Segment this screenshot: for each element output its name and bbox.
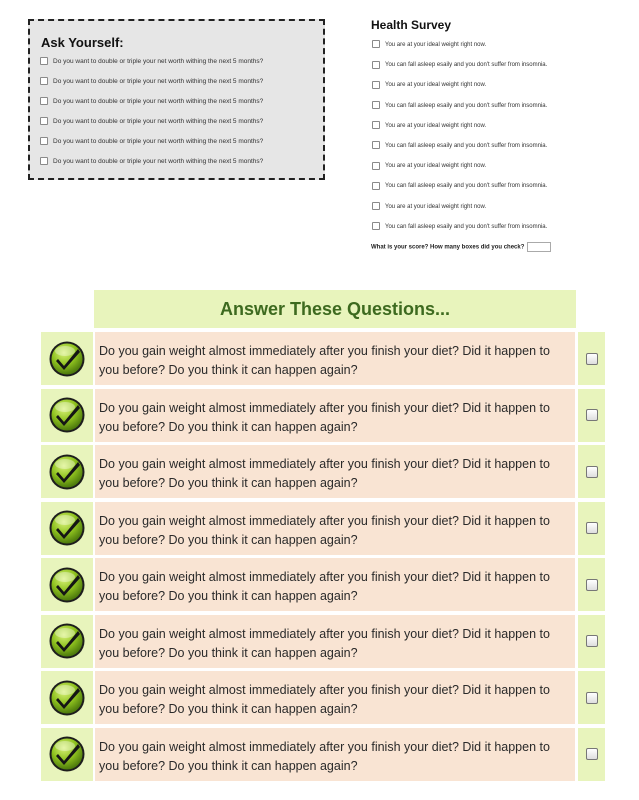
row-checkbox-cell [578, 615, 605, 668]
list-item-label: Do you want to double or triple your net worth withing the next 5 months? [53, 138, 264, 145]
score-row [371, 242, 631, 252]
row-icon-cell [41, 728, 93, 781]
list-item [372, 60, 631, 80]
list-item [40, 77, 263, 97]
checkbox[interactable] [372, 162, 380, 170]
row-checkbox[interactable] [586, 692, 598, 704]
checkbox[interactable] [372, 40, 380, 48]
checkbox[interactable] [372, 202, 380, 210]
row-checkbox[interactable] [586, 748, 598, 760]
row-checkbox-cell [578, 332, 605, 385]
row-checkbox-cell [578, 502, 605, 555]
checkbox[interactable] [40, 117, 48, 125]
checkbox[interactable] [40, 97, 48, 105]
row-checkbox[interactable] [586, 635, 598, 647]
checkbox[interactable] [372, 182, 380, 190]
checkbox[interactable] [372, 61, 380, 69]
answer-header: Answer These Questions... [94, 290, 576, 328]
list-item [40, 97, 263, 117]
list-item [372, 161, 631, 181]
checkbox[interactable] [40, 137, 48, 145]
table-row [41, 389, 605, 442]
health-survey-list [371, 40, 631, 242]
list-item-label: You can fall asleep esaily and you don't suffer from insomnia. [385, 62, 548, 69]
green-checkmark-icon [48, 735, 86, 773]
list-item [372, 40, 631, 60]
green-checkmark-icon [48, 453, 86, 491]
table-row [41, 445, 605, 498]
list-item-label: You can fall asleep esaily and you don't suffer from insomnia. [385, 223, 548, 230]
row-icon-cell [41, 671, 93, 724]
table-row [41, 671, 605, 724]
green-checkmark-icon [48, 566, 86, 604]
list-item [40, 57, 263, 77]
list-item [40, 157, 263, 177]
row-question: Do you gain weight almost immediately after you finish your diet? Did it happen to you before? Do you think it can happen again? [95, 502, 575, 555]
list-item-label: Do you want to double or triple your net worth withing the next 5 months? [53, 58, 264, 65]
row-checkbox[interactable] [586, 466, 598, 478]
ask-yourself-list [40, 57, 263, 177]
ask-yourself-title: Ask Yourself: [41, 35, 124, 50]
list-item [372, 222, 631, 242]
table-row [41, 332, 605, 385]
row-icon-cell [41, 615, 93, 668]
checkbox[interactable] [372, 141, 380, 149]
checkbox[interactable] [40, 57, 48, 65]
list-item-label: You are at your ideal weight right now. [385, 42, 487, 48]
green-checkmark-icon [48, 396, 86, 434]
health-survey [371, 18, 631, 252]
answer-table [41, 332, 605, 785]
checkbox[interactable] [372, 121, 380, 129]
ask-yourself-box [28, 19, 325, 180]
list-item [372, 101, 631, 121]
checkbox[interactable] [40, 77, 48, 85]
list-item [372, 121, 631, 141]
table-row [41, 615, 605, 668]
checkbox[interactable] [372, 101, 380, 109]
list-item-label: You can fall asleep esaily and you don't suffer from insomnia. [385, 142, 548, 149]
list-item-label: You are at your ideal weight right now. [385, 203, 487, 210]
row-question: Do you gain weight almost immediately after you finish your diet? Did it happen to you before? Do you think it can happen again? [95, 558, 575, 611]
row-icon-cell [41, 558, 93, 611]
row-question: Do you gain weight almost immediately after you finish your diet? Did it happen to you before? Do you think it can happen again? [95, 332, 575, 385]
list-item [372, 141, 631, 161]
list-item [372, 181, 631, 201]
list-item-label: You are at your ideal weight right now. [385, 122, 487, 129]
row-checkbox-cell [578, 389, 605, 442]
row-question: Do you gain weight almost immediately after you finish your diet? Did it happen to you before? Do you think it can happen again? [95, 728, 575, 781]
row-checkbox-cell [578, 445, 605, 498]
row-checkbox-cell [578, 728, 605, 781]
list-item [372, 80, 631, 100]
row-icon-cell [41, 445, 93, 498]
green-checkmark-icon [48, 622, 86, 660]
row-checkbox[interactable] [586, 409, 598, 421]
table-row [41, 728, 605, 781]
list-item-label: Do you want to double or triple your net worth withing the next 5 months? [53, 98, 264, 105]
health-survey-title: Health Survey [371, 18, 452, 32]
row-checkbox-cell [578, 558, 605, 611]
score-label: What is your score? How many boxes did you check? [371, 244, 525, 251]
checkbox[interactable] [372, 222, 380, 230]
checkbox[interactable] [372, 81, 380, 89]
checkbox[interactable] [40, 157, 48, 165]
row-checkbox[interactable] [586, 353, 598, 365]
list-item [40, 137, 263, 157]
row-icon-cell [41, 502, 93, 555]
list-item [40, 117, 263, 137]
list-item-label: You are at your ideal weight right now. [385, 82, 487, 89]
green-checkmark-icon [48, 509, 86, 547]
row-icon-cell [41, 332, 93, 385]
list-item [372, 202, 631, 222]
row-checkbox-cell [578, 671, 605, 724]
row-question: Do you gain weight almost immediately after you finish your diet? Did it happen to you before? Do you think it can happen again? [95, 445, 575, 498]
list-item-label: Do you want to double or triple your net worth withing the next 5 months? [53, 118, 264, 125]
row-icon-cell [41, 389, 93, 442]
row-question: Do you gain weight almost immediately after you finish your diet? Did it happen to you before? Do you think it can happen again? [95, 615, 575, 668]
table-row [41, 558, 605, 611]
list-item-label: You can fall asleep esaily and you don't suffer from insomnia. [385, 183, 548, 190]
list-item-label: You are at your ideal weight right now. [385, 163, 487, 170]
score-input[interactable] [527, 242, 551, 252]
list-item-label: Do you want to double or triple your net worth withing the next 5 months? [53, 158, 264, 165]
list-item-label: You can fall asleep esaily and you don't suffer from insomnia. [385, 102, 548, 109]
green-checkmark-icon [48, 340, 86, 378]
row-checkbox[interactable] [586, 522, 598, 534]
row-checkbox[interactable] [586, 579, 598, 591]
row-question: Do you gain weight almost immediately after you finish your diet? Did it happen to you before? Do you think it can happen again? [95, 671, 575, 724]
list-item-label: Do you want to double or triple your net worth withing the next 5 months? [53, 78, 264, 85]
green-checkmark-icon [48, 679, 86, 717]
table-row [41, 502, 605, 555]
row-question: Do you gain weight almost immediately after you finish your diet? Did it happen to you before? Do you think it can happen again? [95, 389, 575, 442]
